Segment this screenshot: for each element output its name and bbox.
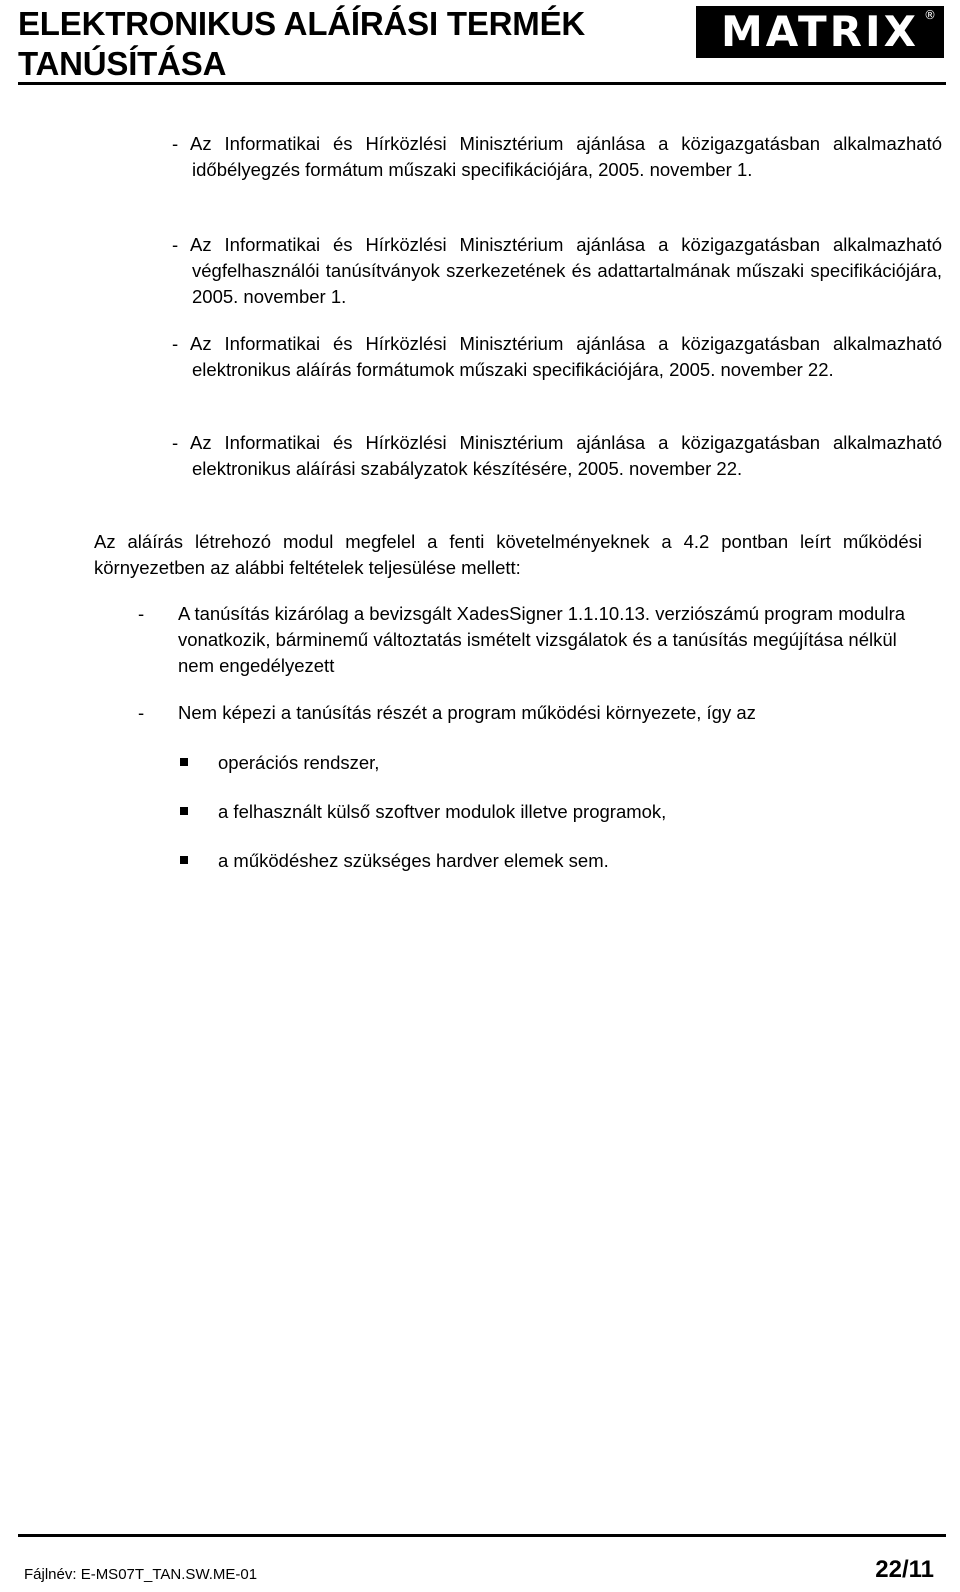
logo-wordmark: MATRIX <box>720 7 920 56</box>
environment-list-item <box>180 799 920 825</box>
page-header <box>0 0 960 86</box>
conformance-statement: Az aláírás létrehozó modul megfelel a fenti követelményeknek a 4.2 pontban leírt működési környezetben az alábbi feltételek teljesülése mellett: <box>94 531 922 578</box>
environment-list-item <box>180 750 920 776</box>
condition-item <box>138 700 922 726</box>
matrix-logo <box>696 6 944 58</box>
requirement-item: - Az Informatikai és Hírközlési Minisztérium ajánlása a közigazgatásban alkalmazható elektronikus aláírási szabályzatok készítésére, 2005. november 22. <box>172 432 942 479</box>
registered-mark: ® <box>924 8 936 22</box>
footer-divider <box>18 1534 946 1537</box>
square-bullet-icon <box>180 807 188 815</box>
condition-dash: - <box>138 603 145 624</box>
requirement-item: - Az Informatikai és Hírközlési Minisztérium ajánlása a közigazgatásban alkalmazható végfelhasználói tanúsítványok szerkezetének és adattartalmának műszaki specifikációjára, 2005. november 1. <box>172 234 942 307</box>
condition-dash: - <box>138 702 145 723</box>
requirement-item: - Az Informatikai és Hírközlési Minisztérium ajánlása a közigazgatásban alkalmazható időbélyegzés formátum műszaki specifikációjára, 2005. november 1. <box>172 133 942 180</box>
environment-item-text: operációs rendszer, <box>218 752 380 773</box>
environment-list-item <box>180 848 920 874</box>
condition-item <box>138 601 922 679</box>
condition-text: A tanúsítás kizárólag a bevizsgált XadesSigner 1.1.10.13. verziószámú program modulra vonatkozik, bárminemű változtatás ismételt vizsgálatok és a tanúsítás megújítása nélkül nem engedélyezett <box>178 603 906 676</box>
page-number: 22/11 <box>875 1556 934 1583</box>
environment-item-text: a működéshez szükséges hardver elemek sem. <box>218 850 609 871</box>
environment-item-text: a felhasznált külső szoftver modulok illetve programok, <box>218 801 667 822</box>
document-title: ELEKTRONIKUS ALÁÍRÁSI TERMÉK TANÚSÍTÁSA <box>18 5 586 82</box>
requirement-item: - Az Informatikai és Hírközlési Minisztérium ajánlása a közigazgatásban alkalmazható elektronikus aláírás formátumok műszaki specifikációjára, 2005. november 22. <box>172 333 942 380</box>
footer-filename: Fájlnév: E-MS07T_TAN.SW.ME-01 <box>24 1566 258 1583</box>
square-bullet-icon <box>180 758 188 766</box>
header-divider <box>18 82 946 85</box>
square-bullet-icon <box>180 856 188 864</box>
condition-text: Nem képezi a tanúsítás részét a program működési környezete, így az <box>178 702 756 723</box>
